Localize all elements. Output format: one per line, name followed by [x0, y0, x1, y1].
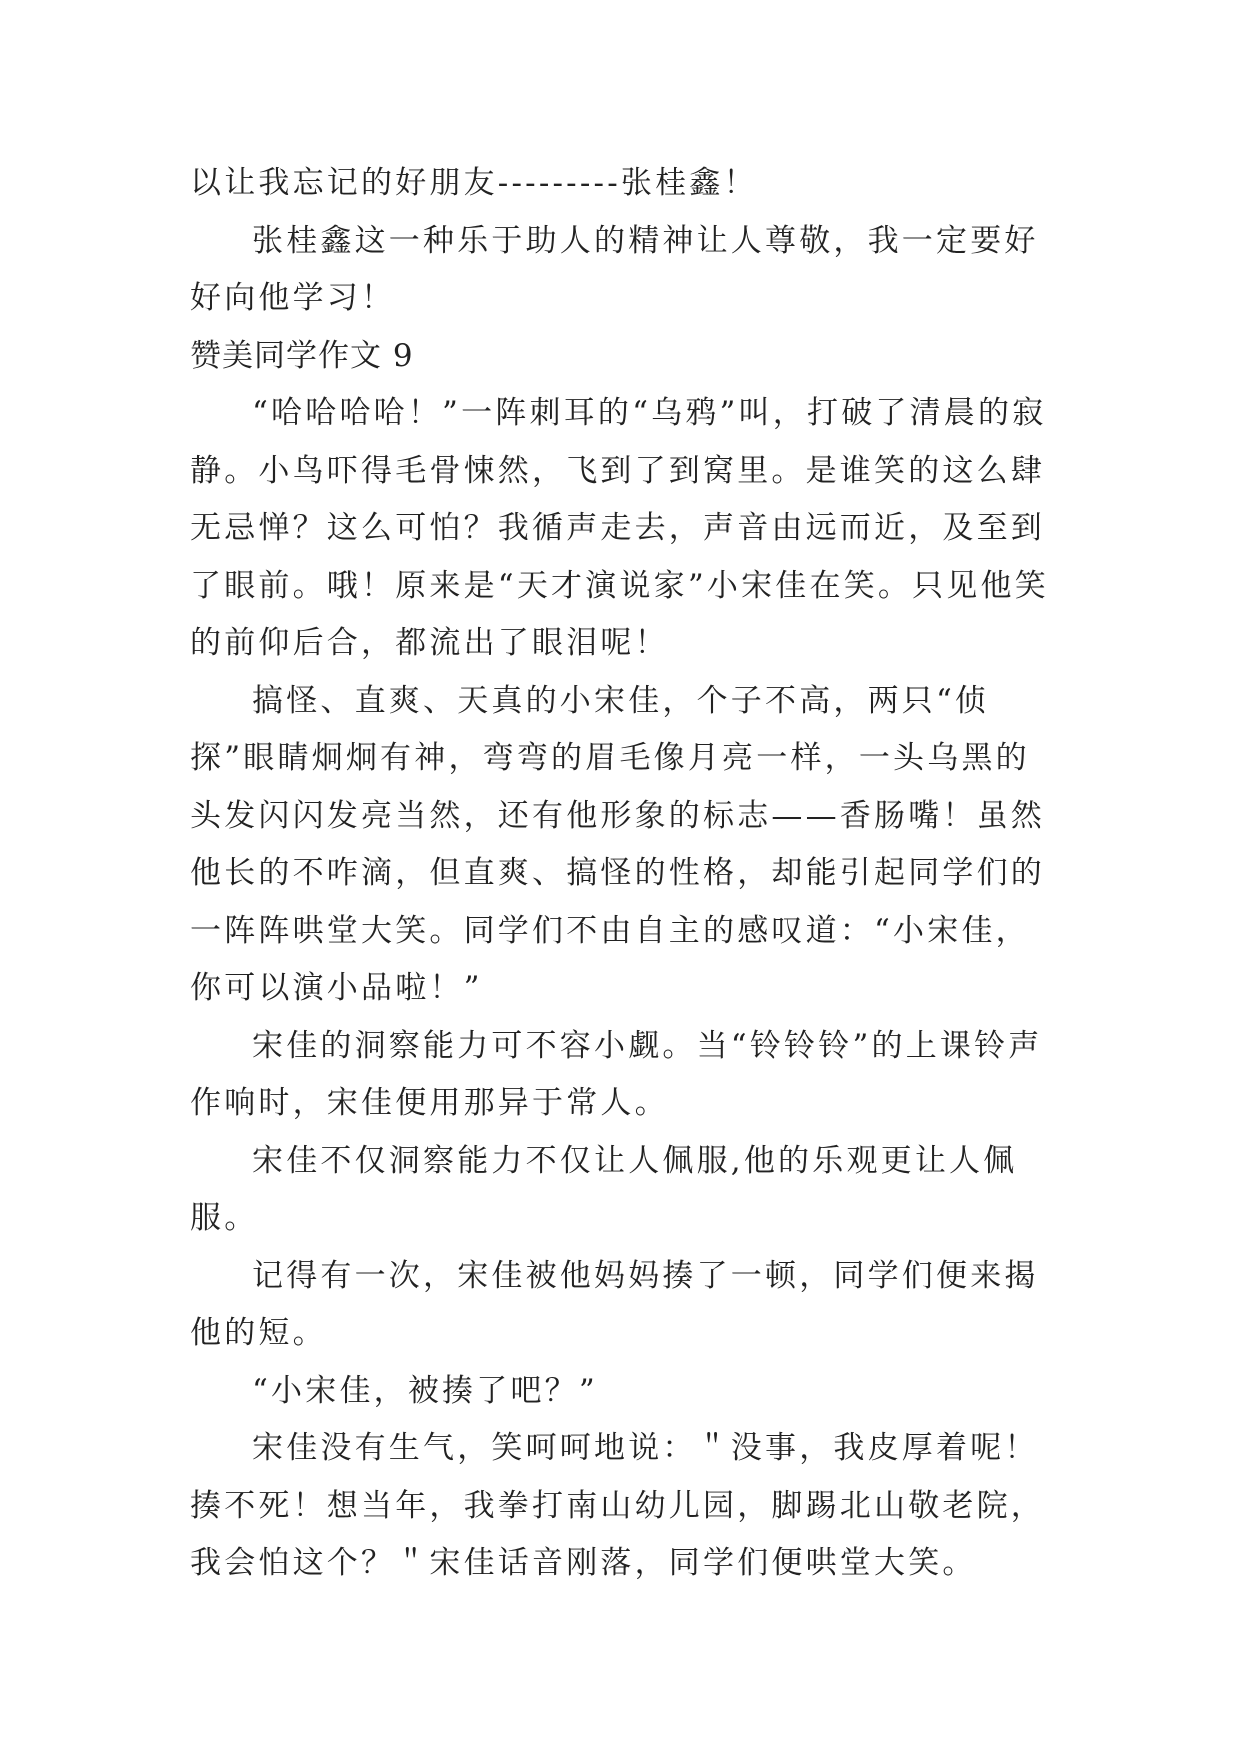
paragraph-5: 宋佳的洞察能力可不容小觑。当“铃铃铃”的上课铃声作响时，宋佳便用那异于常人。: [190, 1027, 1043, 1121]
paragraph-7: 记得有一次，宋佳被他妈妈揍了一顿，同学们便来揭他的短。: [190, 1257, 1039, 1351]
paragraph-9: 宋佳没有生气，笑呵呵地说：＂没事，我皮厚着呢！揍不死！想当年，我拳打南山幼儿园，脚踢北山敬老院，我会怕这个？＂宋佳话音刚落，同学们便哄堂大笑。: [190, 1430, 1045, 1581]
paragraph-6: 宋佳不仅洞察能力不仅让人佩服,他的乐观更让人佩服。: [190, 1142, 1018, 1236]
section-heading: 赞美同学作文 9: [190, 337, 414, 374]
paragraph-2: 张桂鑫这一种乐于助人的精神让人尊敬，我一定要好好向他学习！: [190, 222, 1039, 316]
paragraph-1: 以让我忘记的好朋友---------张桂鑫！: [190, 165, 758, 201]
paragraph-8: “小宋佳，被揍了吧？”: [252, 1372, 598, 1409]
paragraph-3: “哈哈哈哈！”一阵刺耳的“乌鸦”叫，打破了清晨的寂静。小鸟吓得毛骨悚然，飞到了到窝里。是谁笑的这么肆无忌惮？这么可怕？我循声走去，声音由远而近，及至到了眼前。哦！原来是“天才演说家”小宋佳在笑。只见他笑的前仰后合，都流出了眼泪呢！: [190, 395, 1049, 661]
paragraph-4: 搞怪、直爽、天真的小宋佳，个子不高，两只“侦探”眼睛炯炯有神，弯弯的眉毛像月亮一样，一头乌黑的头发闪闪发亮当然，还有他形象的标志——香肠嘴！虽然他长的不咋滴，但直爽、搞怪的性格，却能引起同学们的一阵阵哄堂大笑。同学们不由自主的感叹道：“小宋佳，你可以演小品啦！”: [190, 682, 1045, 1006]
document-body: [190, 155, 1050, 1593]
